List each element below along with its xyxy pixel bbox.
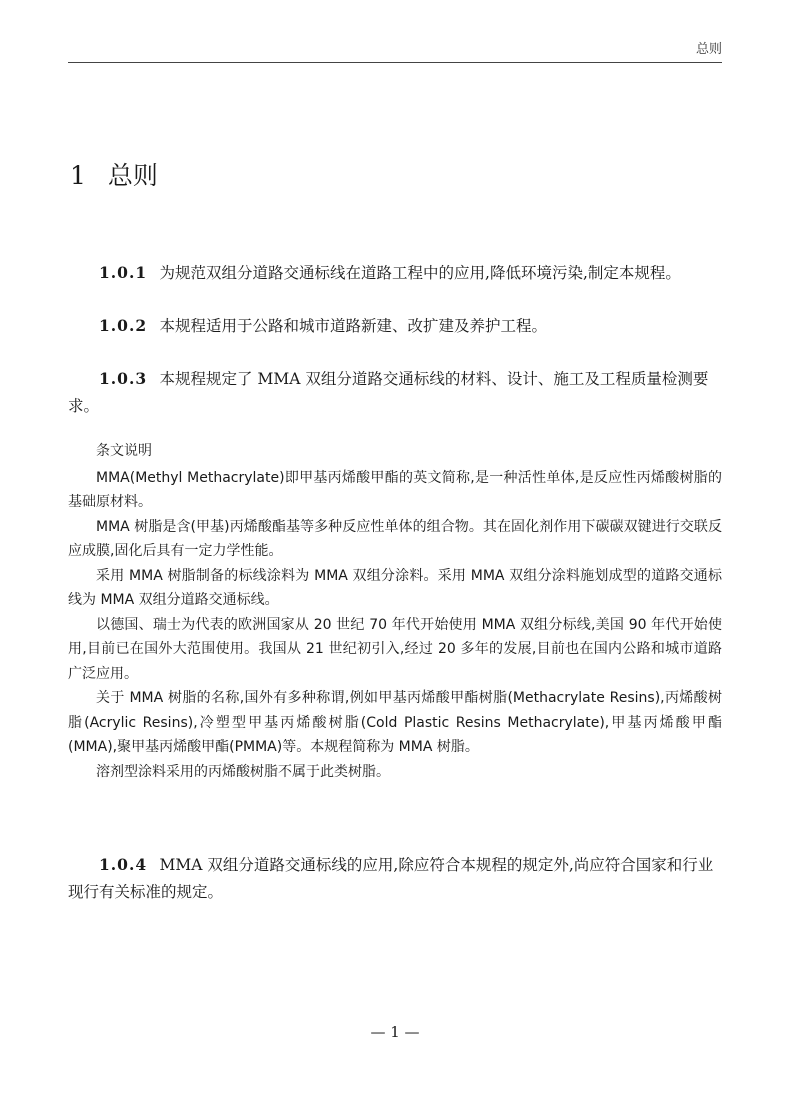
chapter-name: 总则	[107, 161, 158, 190]
explanation-paragraph: 溶剂型涂料采用的丙烯酸树脂不属于此类树脂。	[96, 763, 390, 780]
chapter-title	[70, 156, 158, 192]
clause-1-0-2	[68, 312, 722, 340]
clause-number: 1.0.4	[99, 855, 148, 874]
running-header: 总则	[695, 42, 722, 57]
page-number: — 1 —	[370, 1023, 420, 1041]
clause-number: 1.0.3	[99, 369, 148, 388]
explanation-paragraph: MMA(Methyl Methacrylate)即甲基丙烯酸甲酯的英文简称,是一种活性单体,是反应性丙烯酸树脂的基础原材料。	[68, 469, 722, 510]
explanation-paragraph: MMA 树脂是含(甲基)丙烯酸酯基等多种反应性单体的组合物。其在固化剂作用下碳碳双键进行交联反应成膜,固化后具有一定力学性能。	[68, 518, 722, 559]
explanation-paragraph: 关于 MMA 树脂的名称,国外有多种称谓,例如甲基丙烯酸甲酯树脂(Methacrylate Resins),丙烯酸树脂(Acrylic Resins),冷塑型甲基丙烯酸树脂(Cold Plastic Resins Methacrylate),甲基丙烯酸甲酯(MMA),聚甲基丙烯酸甲酯(PMMA)等。本规程简称为 MMA 树脂。	[68, 690, 722, 755]
clause-text: 本规程适用于公路和城市道路新建、改扩建及养护工程。	[159, 317, 548, 335]
explanation-paragraph: 以德国、瑞士为代表的欧洲国家从 20 世纪 70 年代开始使用 MMA 双组分标线,美国 90 年代开始使用,目前已在国外大范围使用。我国从 21 世纪初引入,经过 20 多年的发展,目前也在国内公路和城市道路广泛应用。	[68, 616, 722, 682]
clause-text: MMA 双组分道路交通标线的应用,除应符合本规程的规定外,尚应符合国家和行业现行有关标准的规定。	[68, 856, 714, 901]
clause-number: 1.0.2	[99, 316, 148, 335]
header-rule	[68, 62, 722, 63]
clause-1-0-1	[68, 259, 722, 287]
clause-text: 本规程规定了 MMA 双组分道路交通标线的材料、设计、施工及工程质量检测要求。	[68, 370, 709, 415]
clause-text: 为规范双组分道路交通标线在道路工程中的应用,降低环境污染,制定本规程。	[159, 264, 681, 282]
clause-1-0-3	[68, 365, 722, 420]
clause-1-0-4	[68, 851, 722, 906]
clause-number: 1.0.1	[99, 263, 148, 282]
clause-explanation	[68, 439, 722, 784]
explanation-paragraph: 采用 MMA 树脂制备的标线涂料为 MMA 双组分涂料。采用 MMA 双组分涂料施划成型的道路交通标线为 MMA 双组分道路交通标线。	[68, 567, 722, 608]
explanation-heading: 条文说明	[96, 443, 152, 459]
chapter-number: 1	[70, 161, 86, 190]
